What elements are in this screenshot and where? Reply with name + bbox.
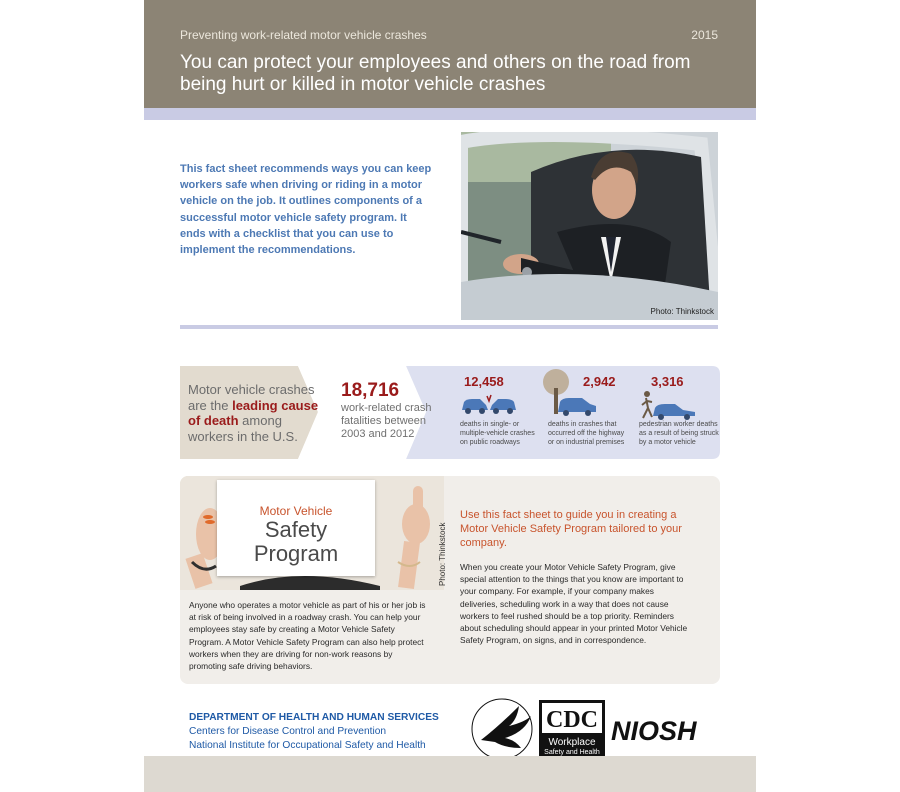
stat-number: 3,316	[651, 374, 684, 389]
stat-label: deaths in single- or multiple-vehicle crashes on public roadways	[460, 421, 535, 446]
vertical-photo-credit: Photo: Thinkstock	[438, 522, 447, 586]
agency-niosh: National Institute for Occupational Safety and Health	[189, 740, 426, 751]
stat-pedestrian-deaths	[639, 374, 719, 446]
fact-sheet-page	[144, 0, 756, 792]
stat-label: deaths in crashes that occurred off the highway or on industrial premises	[548, 421, 625, 446]
stat-roadway-crashes	[460, 374, 540, 446]
hhs-seal-icon	[469, 696, 539, 762]
program-sign-photo	[180, 476, 444, 590]
agency-cdc: Centers for Disease Control and Prevention	[189, 726, 387, 737]
cdc-logo-sub2: Safety and Health	[544, 749, 600, 756]
cdc-logo-text: CDC	[546, 707, 598, 733]
header-band	[144, 0, 756, 108]
photo-credit: Photo: Thinkstock	[650, 307, 714, 316]
cdc-logo-sub1: Workplace	[548, 737, 596, 748]
niosh-logo-text: NIOSH	[611, 716, 697, 746]
agency-department: DEPARTMENT OF HEALTH AND HUMAN SERVICES	[189, 712, 439, 723]
total-fatalities-label: work-related crash fatalities between 2003 and 2012	[341, 402, 432, 440]
pedestrian-icon	[639, 390, 701, 420]
intro-text: This fact sheet recommends ways you can keep workers safe when driving or riding in a motor vehicle on the job. It outlines components of a successful motor vehicle safety program. It ends with a checklist that you can use to implement the recommendations.	[180, 163, 432, 257]
stat-number: 12,458	[464, 374, 504, 389]
leading-cause-statement	[188, 382, 328, 444]
logos-row	[469, 696, 719, 762]
page-title: You can protect your employees and others on the road from being hurt or killed in motor vehicle crashes	[180, 52, 691, 95]
guide-body-text: When you create your Motor Vehicle Safety Program, give special attention to the things that you know are important to your company. For example, if your company makes deliveries, scheduling work in a way that does not cause workers to feel rushed should be a top priority. Reminders about scheduling should appear in your printed Motor Vehicle Safety Program, on signs, and in correspondence.	[460, 562, 688, 646]
footer-band	[144, 756, 756, 792]
agency-block	[189, 711, 469, 753]
header-year: 2015	[691, 28, 718, 42]
program-section	[180, 476, 720, 684]
lead-text-part1: Motor vehicle crashes are the	[188, 382, 315, 413]
program-body-text: Anyone who operates a motor vehicle as part of his or her job is at risk of being involved in a roadway crash. You can help your employees stay safe by creating a Motor Vehicle Safety Program. A Motor Vehicle Safety Program can also help protect workers when they are driving for non-work reasons by promoting safe driving behaviors.	[189, 600, 426, 672]
header-subtitle: Preventing work-related motor vehicle crashes	[180, 28, 427, 42]
statistics-band	[180, 366, 720, 459]
header-divider	[144, 108, 756, 120]
guide-heading: Use this fact sheet to guide you in creating a Motor Vehicle Safety Program tailored to your company.	[460, 509, 682, 549]
stat-label: pedestrian worker deaths as a result of being struck by a motor vehicle	[639, 421, 719, 446]
driver-photo-illustration	[461, 132, 718, 320]
fingernails-icon	[202, 514, 242, 526]
driver-photo	[461, 132, 718, 320]
sign-line-3-text: Program	[253, 541, 339, 566]
sign-line-1: Motor Vehicle	[259, 504, 333, 518]
lead-text-part2: among workers in the U.S.	[188, 413, 298, 444]
cdc-workplace-logo	[539, 700, 605, 758]
intro-divider	[180, 325, 718, 329]
stat-number: 2,942	[583, 374, 616, 389]
motor-vehicle-safety-program-sign	[217, 480, 375, 576]
lead-text-emphasis: leading cause of death	[188, 397, 319, 428]
total-fatalities-number: 18,716	[341, 380, 400, 401]
niosh-logo	[607, 712, 717, 746]
sign-line-2-text: Safety	[264, 517, 328, 542]
crash-icon	[460, 394, 520, 416]
